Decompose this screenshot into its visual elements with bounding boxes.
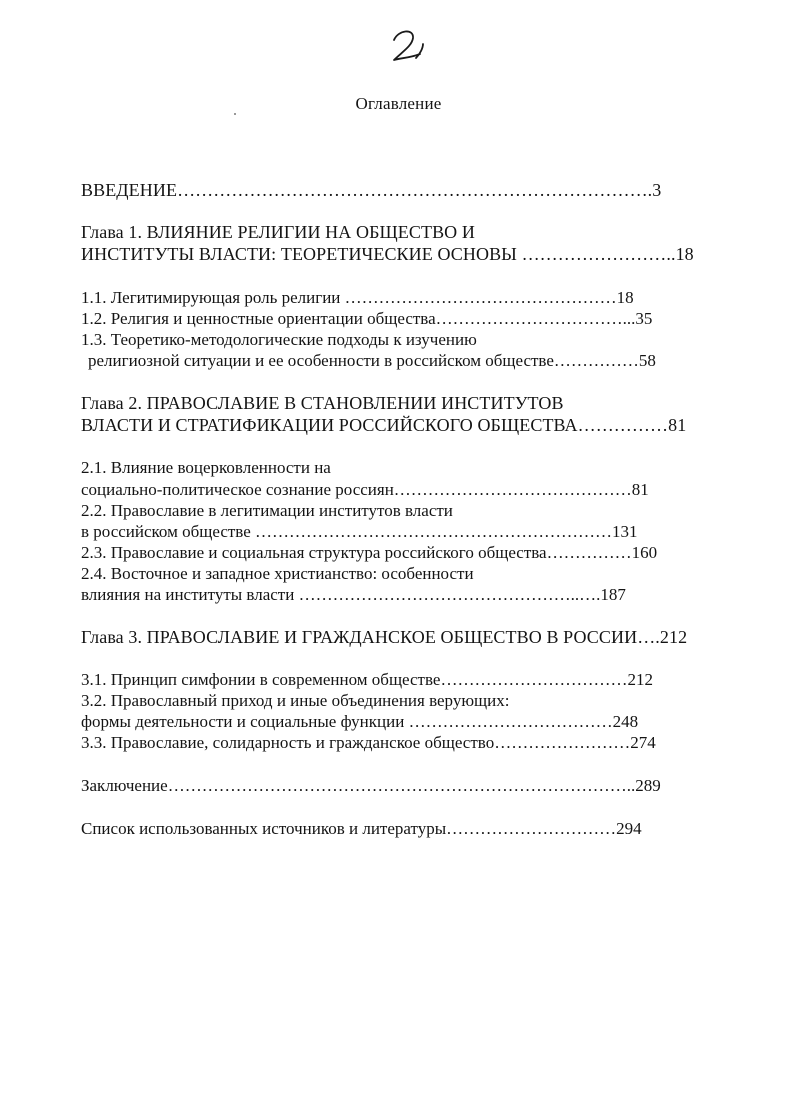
toc-entry-conclusion: Заключение………………………………………………………………………..289 (81, 776, 661, 795)
toc-section-3-2-line2: формы деятельности и социальные функции ………………………………248 (81, 712, 639, 731)
toc-chapter1-heading-line1: Глава 1. ВЛИЯНИЕ РЕЛИГИИ НА ОБЩЕСТВО И (81, 222, 475, 242)
handwritten-page-number (380, 18, 430, 68)
toc-section-2-4-line2: влияния на институты власти …………………………………………..….187 (81, 585, 626, 604)
toc-section-1-3-line1: 1.3. Теоретико-методологические подходы к изучению (81, 330, 477, 349)
toc-section-3-2-line1: 3.2. Православный приход и иные объединения верующих: (81, 691, 510, 710)
toc-title: Оглавление (355, 94, 442, 113)
toc-chapter2-heading-line1: Глава 2. ПРАВОСЛАВИЕ В СТАНОВЛЕНИИ ИНСТИТУТОВ (81, 393, 564, 413)
toc-section-2-1-line2: социально-политическое сознание россиян……………………………………81 (81, 480, 649, 499)
toc-section-2-4-line1: 2.4. Восточное и западное христианство: особенности (81, 564, 474, 583)
toc-section-2-1-line1: 2.1. Влияние воцерковленности на (81, 458, 331, 477)
toc-chapter2-heading-line2: ВЛАСТИ И СТРАТИФИКАЦИИ РОССИЙСКОГО ОБЩЕСТВА……………81 (81, 415, 687, 435)
toc-section-1-3-line2: религиозной ситуации и ее особенности в российском обществе……………58 (88, 351, 656, 370)
scan-speck (234, 113, 236, 115)
toc-section-1-2: 1.2. Религия и ценностные ориентации общества……………………………...35 (81, 309, 653, 328)
toc-section-1-1: 1.1. Легитимирующая роль религии …………………………………………18 (81, 288, 634, 307)
toc-section-2-2-line1: 2.2. Православие в легитимации институтов власти (81, 501, 453, 520)
toc-chapter3-heading: Глава 3. ПРАВОСЛАВИЕ И ГРАЖДАНСКОЕ ОБЩЕСТВО В РОССИИ….212 (81, 627, 688, 647)
toc-section-2-3: 2.3. Православие и социальная структура российского общества……………160 (81, 543, 658, 562)
toc-entry-bibliography: Список использованных источников и литературы…………………………294 (81, 819, 642, 838)
toc-entry-introduction: ВВЕДЕНИЕ…………………………………………………………………….3 (81, 180, 662, 200)
toc-section-2-2-line2: в российском обществе ………………………………………………………131 (81, 522, 638, 541)
toc-section-3-3: 3.3. Православие, солидарность и гражданское общество……………………274 (81, 733, 656, 752)
toc-chapter1-heading-line2: ИНСТИТУТЫ ВЛАСТИ: ТЕОРЕТИЧЕСКИЕ ОСНОВЫ ……………………..18 (81, 244, 694, 264)
toc-section-3-1: 3.1. Принцип симфонии в современном обществе……………………………212 (81, 670, 653, 689)
handwritten-numeral-glyph (380, 18, 430, 68)
